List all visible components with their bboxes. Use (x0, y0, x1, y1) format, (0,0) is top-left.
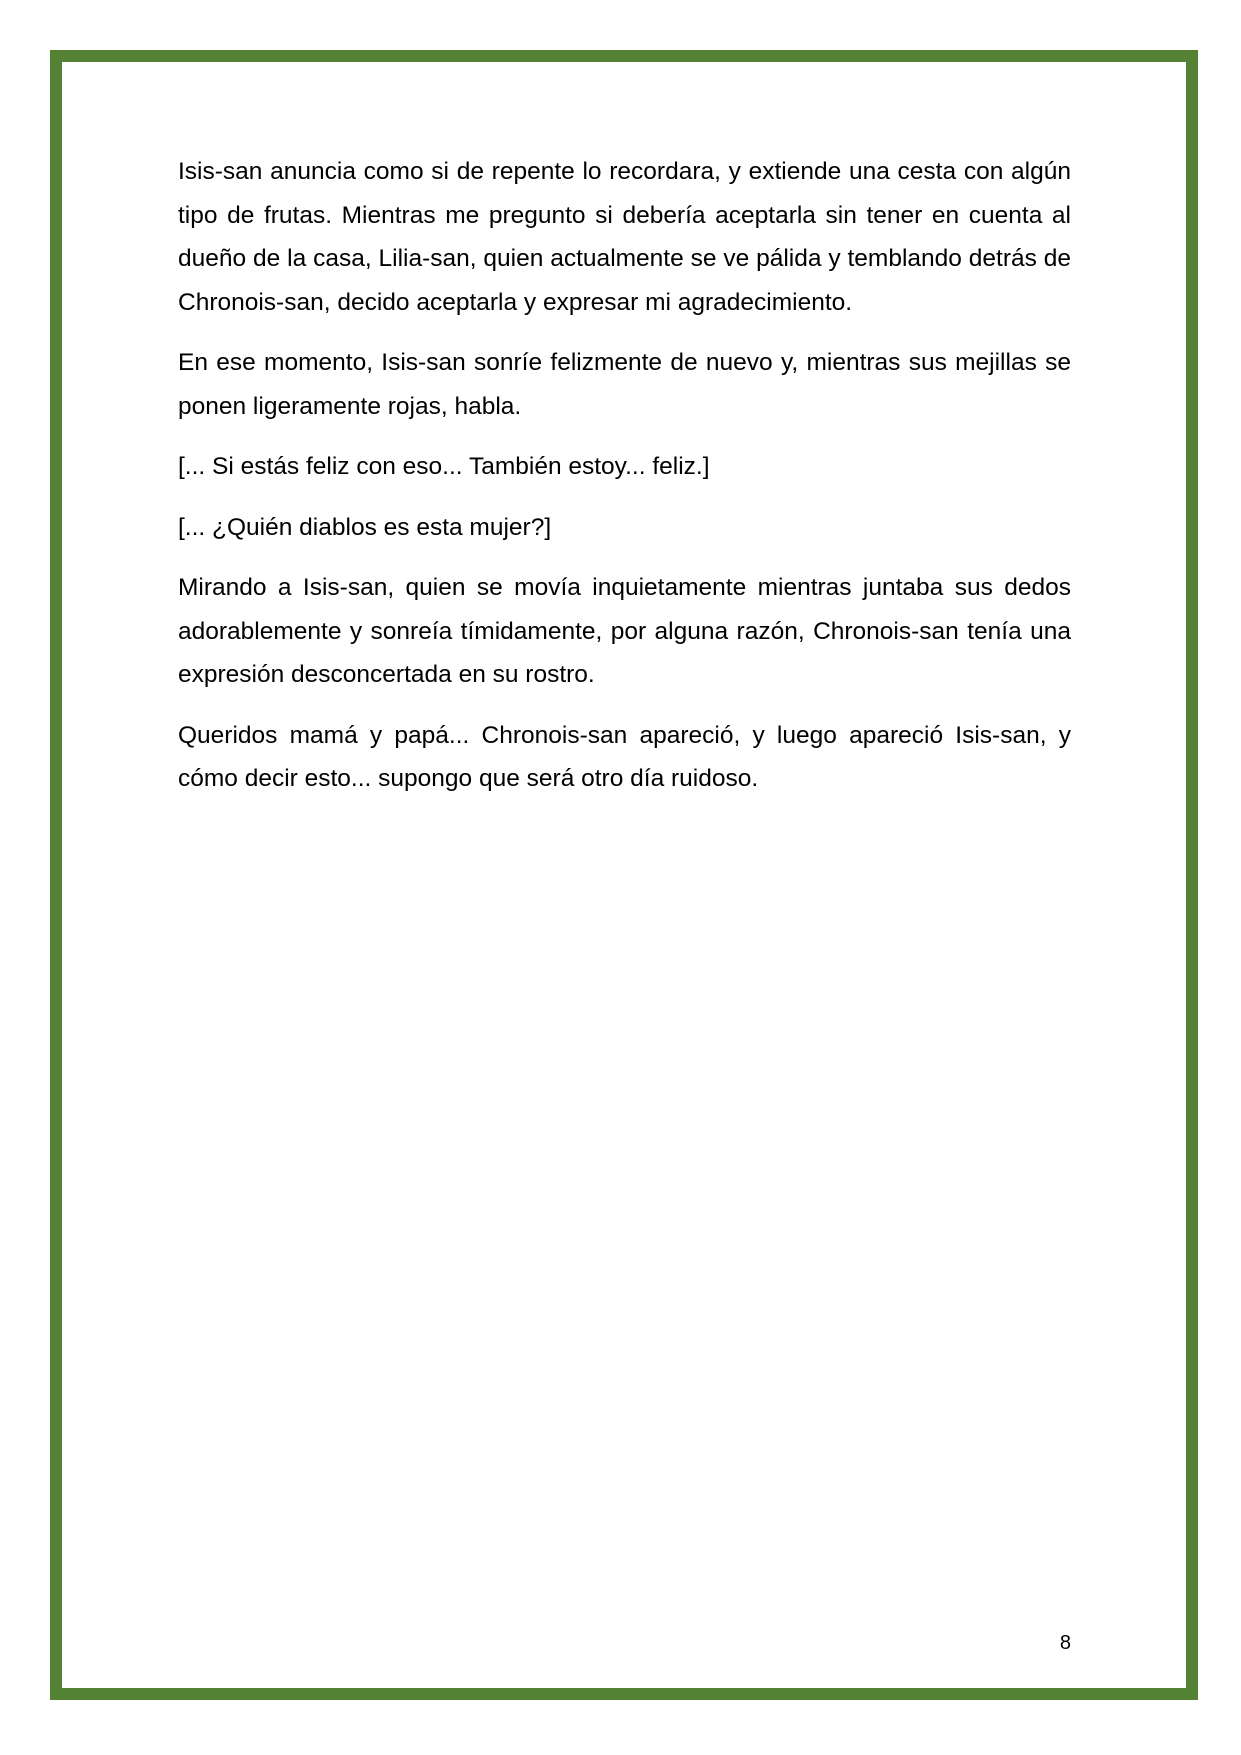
page-number: 8 (1059, 1632, 1071, 1654)
paragraph: En ese momento, Isis-san sonríe felizmente de nuevo y, mientras sus mejillas se ponen ligeramente rojas, habla. (178, 349, 1071, 420)
paragraph: [... ¿Quién diablos es esta mujer?] (178, 513, 552, 541)
page-body (178, 150, 1071, 818)
paragraph: [... Si estás feliz con eso... También estoy... feliz.] (178, 453, 710, 480)
paragraph: Queridos mamá y papá... Chronois-san apareció, y luego apareció Isis-san, y cómo decir esto... supongo que será otro día ruidoso. (178, 721, 1071, 792)
paragraph: Mirando a Isis-san, quien se movía inquietamente mientras juntaba sus dedos adorablemente y sonreía tímidamente, por alguna razón, Chronois-san tenía una expresión desconcertada en su rostro. (178, 574, 1071, 688)
paragraph: Isis-san anuncia como si de repente lo recordara, y extiende una cesta con algún tipo de frutas. Mientras me pregunto si debería aceptarla sin tener en cuenta al dueño de la casa, Lilia-san, quien actualmente se ve pálida y temblando detrás de Chronois-san, decido aceptarla y expresar mi agradecimiento. (178, 158, 1071, 316)
